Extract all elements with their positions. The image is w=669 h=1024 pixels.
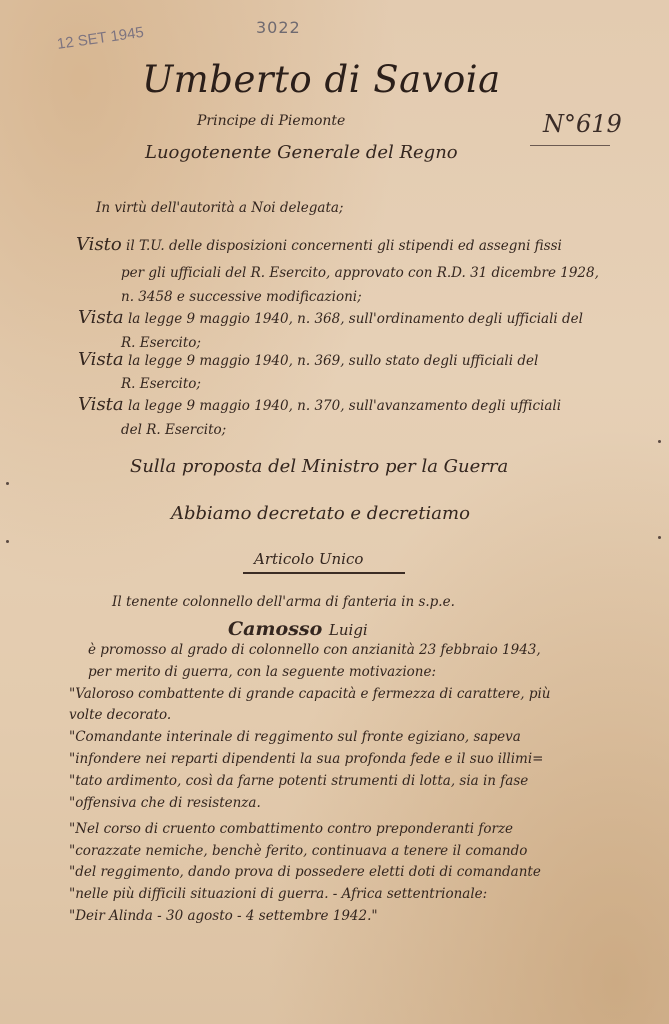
consideration-3-line-1: Vista la legge 9 maggio 1940, n. 369, sullo stato degli ufficiali del bbox=[78, 349, 539, 370]
date-stamp: 12 SET 1945 bbox=[56, 23, 145, 53]
officer-intro: Il tenente colonnello dell'arma di fanteria in s.p.e. bbox=[112, 594, 455, 610]
margin-hole bbox=[6, 482, 9, 485]
margin-hole bbox=[658, 440, 661, 443]
article-underline bbox=[243, 572, 405, 574]
motivation-line-11: "Deir Alinda - 30 agosto - 4 settembre 1942." bbox=[69, 908, 378, 924]
motivation-line-1: "Valoroso combattente di grande capacità e fermezza di carattere, più bbox=[69, 686, 551, 702]
officer-name bbox=[228, 618, 368, 640]
margin-hole bbox=[6, 540, 9, 543]
consideration-2-line-2: R. Esercito; bbox=[121, 335, 201, 351]
consideration-2-word: Vista bbox=[78, 307, 124, 328]
preamble: In virtù dell'autorità a Noi delegata; bbox=[96, 200, 344, 216]
margin-hole bbox=[658, 536, 661, 539]
consideration-1-line-3: n. 3458 e successive modificazioni; bbox=[121, 289, 362, 305]
motivation-line-10: "nelle più difficili situazioni di guerra. - Africa settentrionale: bbox=[69, 886, 488, 902]
motivation-line-9: "del reggimento, dando prova di possedere eletti doti di comandante bbox=[69, 864, 541, 880]
motivation-line-3: "Comandante interinale di reggimento sul fronte egiziano, sapeva bbox=[69, 729, 521, 745]
promotion-line-2: per merito di guerra, con la seguente motivazione: bbox=[88, 664, 437, 680]
document-number: N°619 bbox=[543, 110, 622, 138]
consideration-4-line-1: Vista la legge 9 maggio 1940, n. 370, sull'avanzamento degli ufficiali bbox=[78, 394, 562, 415]
title-line: Principe di Piemonte bbox=[197, 113, 346, 129]
proposal-line: Sulla proposta del Ministro per la Guerra bbox=[130, 456, 509, 477]
consideration-1-line-2: per gli ufficiali del R. Esercito, approvato con R.D. 31 dicembre 1928, bbox=[121, 265, 599, 281]
document-number-underline bbox=[530, 145, 610, 146]
consideration-3-line-2: R. Esercito; bbox=[121, 376, 201, 392]
archive-number-stamp: 3022 bbox=[256, 18, 301, 37]
signature-heading: Umberto di Savoia bbox=[142, 58, 501, 101]
motivation-line-4: "infondere nei reparti dipendenti la sua profonda fede e il suo illimi= bbox=[69, 751, 544, 767]
motivation-line-2: volte decorato. bbox=[69, 707, 172, 723]
consideration-1-line-1: Visto il T.U. delle disposizioni concernenti gli stipendi ed assegni fissi bbox=[76, 234, 562, 255]
motivation-line-6: "offensiva che di resistenza. bbox=[69, 795, 261, 811]
motivation-line-5: "tato ardimento, così da farne potenti strumenti di lotta, sia in fase bbox=[69, 773, 529, 789]
motivation-line-7: "Nel corso di cruento combattimento contro preponderanti forze bbox=[69, 821, 514, 837]
article-title: Articolo Unico bbox=[254, 550, 364, 568]
decree-line: Abbiamo decretato e decretiamo bbox=[171, 503, 470, 524]
promotion-line-1: è promosso al grado di colonnello con anzianità 23 febbraio 1943, bbox=[88, 642, 541, 658]
officer-surname: Camosso bbox=[228, 618, 323, 640]
consideration-3-word: Vista bbox=[78, 349, 124, 370]
motivation-line-8: "corazzate nemiche, benchè ferito, continuava a tenere il comando bbox=[69, 843, 528, 859]
officer-firstname: Luigi bbox=[328, 621, 368, 639]
consideration-1-word: Visto bbox=[76, 234, 122, 255]
consideration-2-line-1: Vista la legge 9 maggio 1940, n. 368, sull'ordinamento degli ufficiali del bbox=[78, 307, 583, 328]
consideration-4-word: Vista bbox=[78, 394, 124, 415]
consideration-4-line-2: del R. Esercito; bbox=[121, 422, 227, 438]
office-line: Luogotenente Generale del Regno bbox=[145, 142, 458, 163]
